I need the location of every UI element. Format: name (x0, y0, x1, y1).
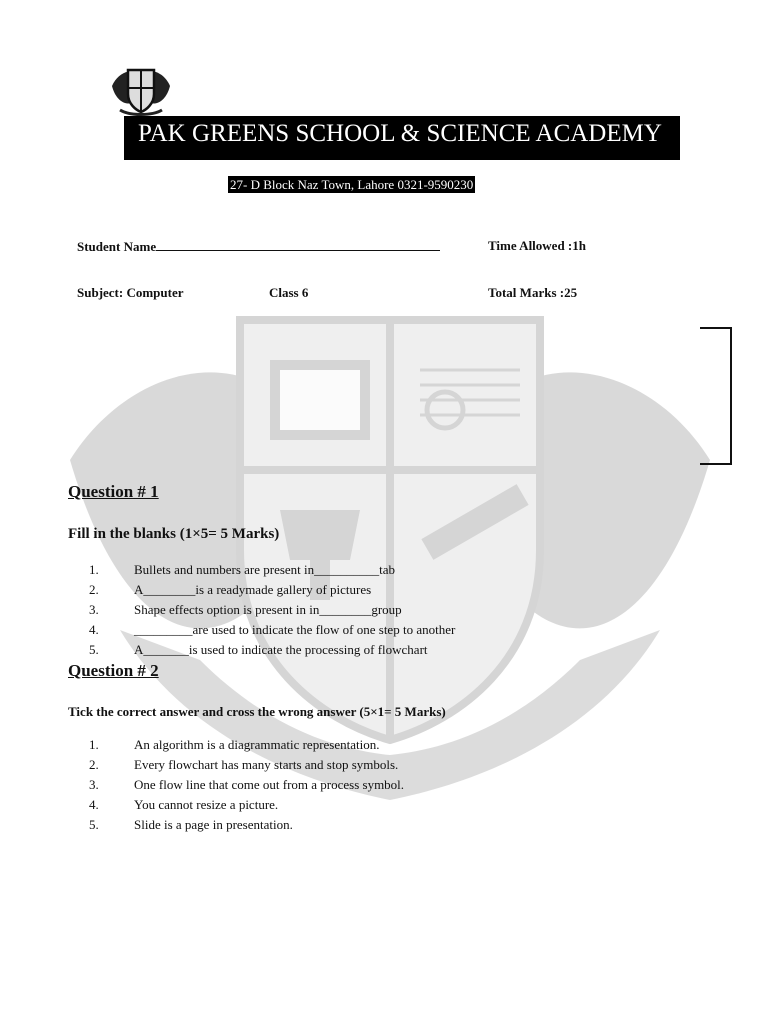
item-text: An algorithm is a diagrammatic representation. (134, 737, 380, 752)
item-text: You cannot resize a picture. (134, 797, 279, 812)
item-number: 5. (89, 642, 99, 657)
time-allowed: Time Allowed :1h (488, 238, 586, 253)
question-1-list (89, 560, 455, 660)
list-item (89, 580, 455, 600)
total-marks: Total Marks :25 (488, 285, 578, 300)
item-number: 2. (89, 757, 99, 772)
list-item (89, 560, 455, 580)
marks-bracket (700, 327, 732, 465)
school-logo (110, 66, 172, 118)
class-label: Class 6 (269, 285, 309, 300)
student-name-label: Student Name (77, 239, 157, 254)
list-item (89, 775, 404, 795)
school-name-banner (124, 116, 680, 160)
item-number: 4. (89, 797, 99, 812)
question-2-instruction: Tick the correct answer and cross the wrong answer (5×1= 5 Marks) (68, 704, 446, 719)
list-item (89, 815, 404, 835)
item-number: 4. (89, 622, 99, 637)
item-number: 3. (89, 777, 99, 792)
item-number: 1. (89, 562, 99, 577)
list-item (89, 620, 455, 640)
question-1-instruction: Fill in the blanks (1×5= 5 Marks) (68, 526, 280, 542)
item-text: Bullets and numbers are present in__________tab (134, 562, 396, 577)
question-2-heading: Question # 2 (68, 661, 159, 680)
item-text: A________is a readymade gallery of pictures (134, 582, 372, 597)
item-text: A_______is used to indicate the processing of flowchart (134, 642, 428, 657)
list-item (89, 755, 404, 775)
list-item (89, 640, 455, 660)
subject-label: Subject: Computer (77, 285, 184, 300)
item-number: 2. (89, 582, 99, 597)
student-name-row (77, 238, 440, 255)
item-number: 5. (89, 817, 99, 832)
item-text: Shape effects option is present in in________group (134, 602, 402, 617)
question-1-heading: Question # 1 (68, 482, 159, 501)
list-item (89, 735, 404, 755)
list-item (89, 795, 404, 815)
school-name: PAK GREENS SCHOOL & SCIENCE ACADEMY (138, 120, 662, 147)
student-name-blank[interactable] (156, 238, 440, 251)
item-text: Every flowchart has many starts and stop symbols. (134, 757, 399, 772)
item-text: Slide is a page in presentation. (134, 817, 293, 832)
item-text: _________are used to indicate the flow of one step to another (134, 622, 456, 637)
list-item (89, 600, 455, 620)
item-number: 1. (89, 737, 99, 752)
school-address: 27- D Block Naz Town, Lahore 0321-9590230 (230, 177, 474, 192)
question-2-list (89, 735, 404, 835)
item-number: 3. (89, 602, 99, 617)
item-text: One flow line that come out from a process symbol. (134, 777, 405, 792)
